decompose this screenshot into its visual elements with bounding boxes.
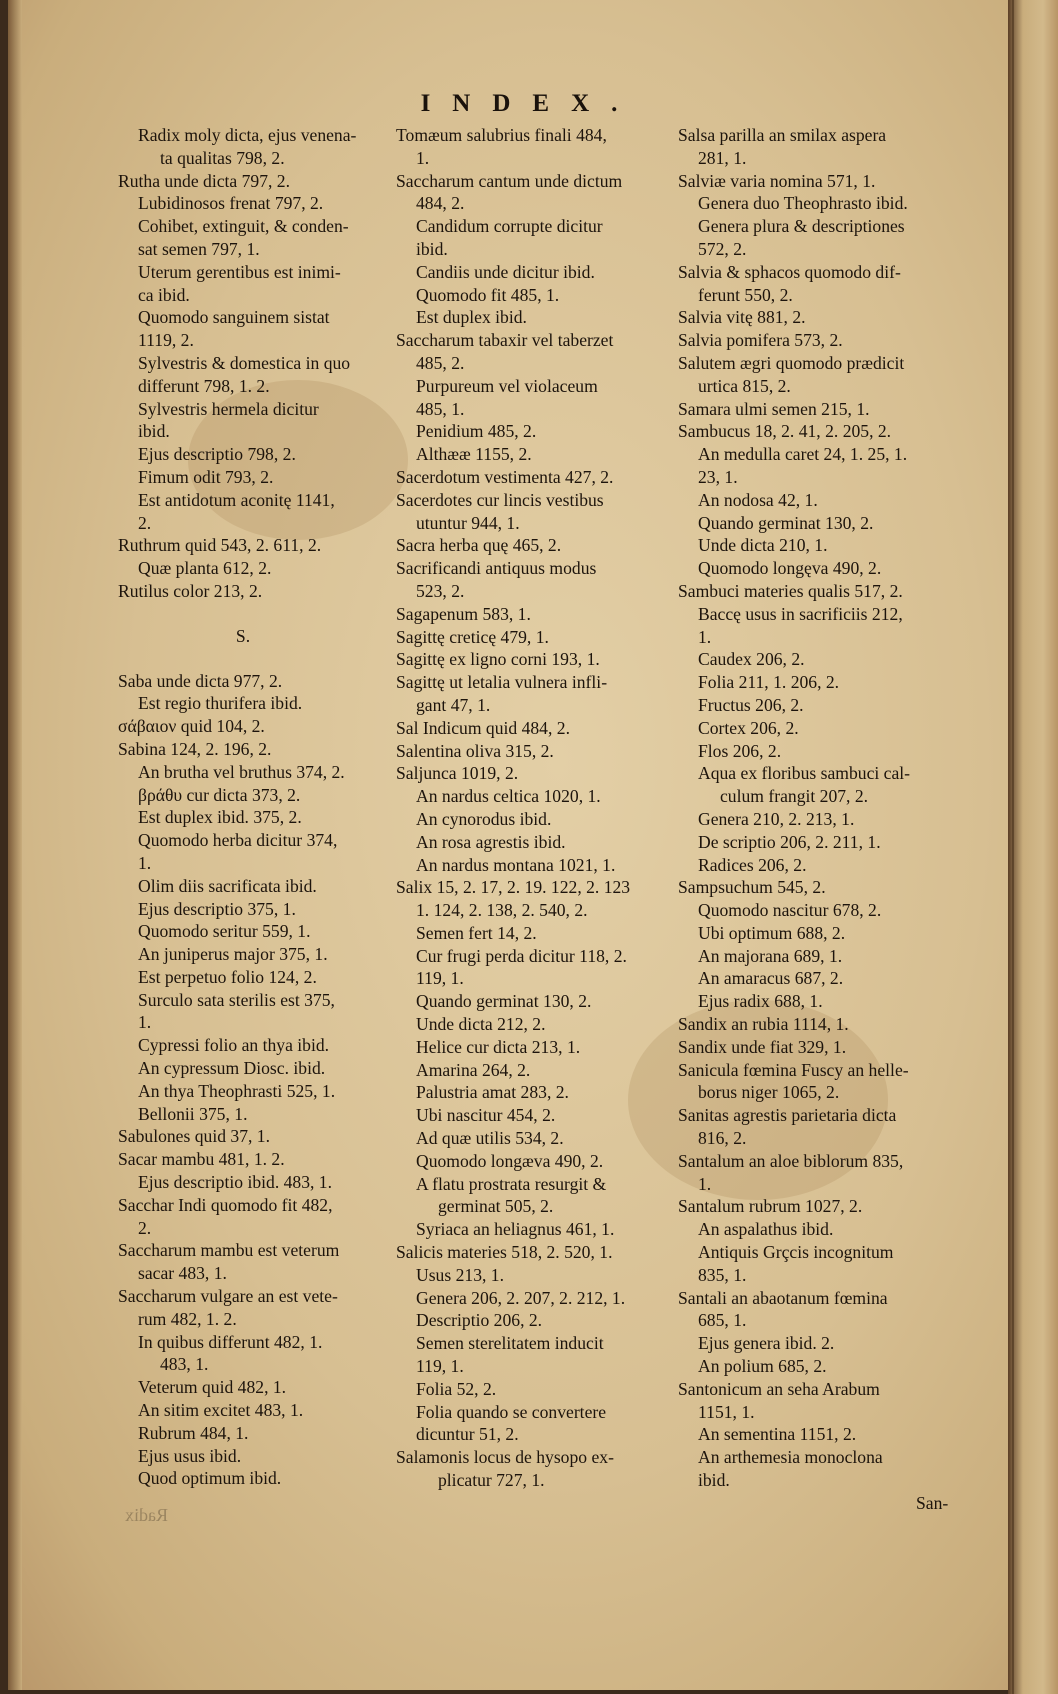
index-entry: Ubi nascitur 454, 2. (416, 1105, 556, 1126)
index-entry: 485, 2. (416, 352, 465, 373)
index-entry: Saccharum vulgare an est vete- (118, 1286, 338, 1307)
index-entry: Candiis unde dicitur ibid. (416, 261, 595, 282)
index-entry: Quomodo longęva 490, 2. (698, 558, 882, 579)
index-entry: Salvia vitę 881, 2. (678, 307, 806, 328)
index-entry: An polium 685, 2. (698, 1356, 827, 1377)
index-entry: Genera 206, 2. 207, 2. 212, 1. (416, 1287, 626, 1308)
index-entry: Sandix an rubia 1114, 1. (678, 1014, 849, 1035)
index-entry: An rosa agrestis ibid. (416, 831, 566, 852)
index-entry: 485, 1. (416, 398, 465, 419)
index-entry: Cypressi folio an thya ibid. (138, 1035, 330, 1056)
index-entry: Baccę usus in sacrificiis 212, (698, 603, 903, 624)
index-entry: Althææ 1155, 2. (416, 444, 532, 465)
page-header: INDEX. (420, 90, 640, 117)
index-entry: Folia quando se convertere (416, 1401, 607, 1422)
index-entry: 1119, 2. (138, 330, 194, 351)
index-entry: Est regio thurifera ibid. (138, 693, 303, 714)
index-entry: Veterum quid 482, 1. (138, 1377, 287, 1398)
index-entry: gant 47, 1. (416, 694, 491, 715)
index-entry: Quomodo herba dicitur 374, (138, 830, 338, 851)
index-entry: sacar 483, 1. (138, 1263, 227, 1284)
index-entry: Semen fert 14, 2. (416, 922, 537, 943)
index-entry: Sacerdotum vestimenta 427, 2. (396, 466, 614, 487)
index-entry: Salvia pomifera 573, 2. (678, 330, 843, 351)
index-entry: An sitim excitet 483, 1. (138, 1400, 304, 1421)
index-entry: In quibus differunt 482, 1. (138, 1331, 323, 1352)
index-entry: An juniperus major 375, 1. (138, 944, 328, 965)
index-entry: βράθυ cur dicta 373, 2. (138, 784, 301, 805)
index-entry: Usus 213, 1. (416, 1264, 504, 1285)
index-entry: 2. (138, 1217, 152, 1238)
index-entry: Santali an abaotanum fœmina (678, 1287, 888, 1308)
index-entry: Saljunca 1019, 2. (396, 763, 519, 784)
index-entry: urtica 815, 2. (698, 375, 791, 396)
index-entry: Quomodo nascitur 678, 2. (698, 900, 882, 921)
index-entry: Cur frugi perda dicitur 118, 2. (416, 945, 627, 966)
index-entry: Sal Indicum quid 484, 2. (396, 717, 570, 738)
index-entry: 281, 1. (698, 147, 747, 168)
index-column-3 (678, 124, 958, 1492)
index-entry: An sementina 1151, 2. (698, 1424, 857, 1445)
index-entry: Saccharum mambu est veterum (118, 1240, 340, 1261)
index-entry: Helice cur dicta 213, 1. (416, 1036, 581, 1057)
index-entry: plicatur 727, 1. (438, 1470, 545, 1491)
index-entry: Ad quæ utilis 534, 2. (416, 1128, 564, 1149)
index-entry: Penidium 485, 2. (416, 421, 537, 442)
index-entry: A flatu prostrata resurgit & (416, 1173, 607, 1194)
index-entry: Quomodo sanguinem sistat (138, 307, 330, 328)
index-entry: Quando germinat 130, 2. (416, 991, 592, 1012)
index-entry: Saba unde dicta 977, 2. (118, 670, 283, 691)
index-entry: An cypressum Diosc. ibid. (138, 1058, 326, 1079)
index-entry: Samara ulmi semen 215, 1. (678, 398, 870, 419)
index-entry: 23, 1. (698, 466, 738, 487)
index-entry: Uterum gerentibus est inimi- (138, 261, 341, 282)
index-entry: sat semen 797, 1. (138, 238, 260, 259)
index-entry: 685, 1. (698, 1310, 747, 1331)
index-entry: 484, 2. (416, 193, 465, 214)
index-entry: Cohibet, extinguit, & conden- (138, 216, 349, 237)
index-entry: An nardus montana 1021, 1. (416, 854, 616, 875)
index-entry: 2. (138, 512, 152, 533)
index-entry: Salutem ægri quomodo prædicit (678, 352, 905, 373)
index-entry: Rutha unde dicta 797, 2. (118, 170, 290, 191)
index-entry: Aqua ex floribus sambuci cal- (698, 763, 911, 784)
index-entry: σάβαιον quid 104, 2. (118, 716, 265, 737)
index-entry: Salsa parilla an smilax aspera (678, 125, 887, 145)
index-entry: An thya Theophrasti 525, 1. (138, 1080, 336, 1101)
index-entry: Palustria amat 283, 2. (416, 1082, 569, 1103)
index-entry: Salentina oliva 315, 2. (396, 740, 554, 761)
index-entry: Saccharum tabaxir vel taberzet (396, 330, 614, 351)
index-entry: 1151, 1. (698, 1401, 755, 1422)
binding-gutter (8, 0, 22, 1690)
index-entry: An majorana 689, 1. (698, 945, 843, 966)
index-entry: Purpureum vel violaceum (416, 375, 598, 396)
index-entry: Santonicum an seha Arabum (678, 1378, 880, 1399)
index-entry: Sacar mambu 481, 1. 2. (118, 1149, 285, 1170)
index-entry: Sagittę ex ligno corni 193, 1. (396, 649, 600, 670)
index-entry: ca ibid. (138, 284, 190, 305)
index-entry: Unde dicta 212, 2. (416, 1014, 546, 1035)
index-entry: Ejus descriptio ibid. 483, 1. (138, 1172, 333, 1193)
index-entry: 816, 2. (698, 1128, 747, 1149)
index-entry: Sacerdotes cur lincis vestibus (396, 489, 604, 510)
index-entry: Candidum corrupte dicitur (416, 216, 603, 237)
index-entry: Genera duo Theophrasto ibid. (698, 193, 908, 214)
index-entry: differunt 798, 1. 2. (138, 375, 270, 396)
index-entry: 572, 2. (698, 238, 747, 259)
index-entry: Cortex 206, 2. (698, 717, 799, 738)
index-entry: Salamonis locus de hysopo ex- (396, 1447, 614, 1468)
index-entry: Syriaca an heliagnus 461, 1. (416, 1219, 615, 1240)
index-entry: Amarina 264, 2. (416, 1059, 531, 1080)
index-entry: culum frangit 207, 2. (720, 786, 869, 807)
index-entry: Sylvestris hermela dicitur (138, 398, 319, 419)
index-entry: Sambucus 18, 2. 41, 2. 205, 2. (678, 421, 892, 442)
index-entry: An amaracus 687, 2. (698, 968, 844, 989)
index-entry: Est duplex ibid. 375, 2. (138, 807, 302, 828)
index-entry: Sandix unde fiat 329, 1. (678, 1036, 847, 1057)
index-entry: Sagittę creticę 479, 1. (396, 626, 549, 647)
index-entry: Caudex 206, 2. (698, 649, 805, 670)
index-entry: An nardus celtica 1020, 1. (416, 786, 601, 807)
index-entry: Ejus descriptio 375, 1. (138, 898, 296, 919)
index-entry: Fimum odit 793, 2. (138, 466, 274, 487)
index-entry: Santalum an aloe biblorum 835, (678, 1150, 904, 1171)
index-entry: Est duplex ibid. (416, 307, 527, 328)
index-entry: dicuntur 51, 2. (416, 1424, 519, 1445)
index-entry: An aspalathus ibid. (698, 1219, 834, 1240)
index-entry: Salviæ varia nomina 571, 1. (678, 170, 876, 191)
index-entry: germinat 505, 2. (438, 1196, 554, 1217)
index-entry: Est perpetuo folio 124, 2. (138, 966, 317, 987)
index-entry: Saccharum cantum unde dictum (396, 170, 623, 191)
index-entry: Sabulones quid 37, 1. (118, 1126, 270, 1147)
index-entry: Salicis materies 518, 2. 520, 1. (396, 1242, 613, 1263)
index-entry: 1. (698, 626, 712, 647)
section-letter: S. (235, 625, 251, 646)
index-entry: Quando germinat 130, 2. (698, 512, 874, 533)
index-entry: Ejus usus ibid. (138, 1445, 242, 1466)
index-entry: Folia 52, 2. (416, 1378, 497, 1399)
index-entry: Lubidinosos frenat 797, 2. (138, 193, 324, 214)
index-entry: 1. (698, 1173, 712, 1194)
index-entry: 119, 1. (416, 968, 464, 989)
index-entry: Est antidotum aconitę 1141, (138, 489, 335, 510)
index-entry: Flos 206, 2. (698, 740, 782, 761)
index-entry: 1. 124, 2. 138, 2. 540, 2. (416, 900, 588, 921)
index-entry: Sanicula fœmina Fuscy an helle- (678, 1059, 909, 1080)
index-entry: ibid. (416, 238, 448, 259)
index-entry: utuntur 944, 1. (416, 512, 520, 533)
index-entry: An nodosa 42, 1. (698, 489, 818, 510)
index-entry: Genera 210, 2. 213, 1. (698, 808, 855, 829)
index-entry: Quod optimum ibid. (138, 1468, 282, 1489)
index-entry: Sacchar Indi quomodo fit 482, (118, 1194, 333, 1215)
index-entry: An brutha vel bruthus 374, 2. (138, 761, 345, 782)
index-entry: Unde dicta 210, 1. (698, 535, 828, 556)
index-entry: Olim diis sacrificata ibid. (138, 875, 317, 896)
index-entry: ferunt 550, 2. (698, 284, 793, 305)
index-entry: Sampsuchum 545, 2. (678, 877, 826, 898)
catchword: San- (916, 1493, 949, 1513)
index-entry: Ejus descriptio 798, 2. (138, 444, 296, 465)
index-entry: ibid. (138, 421, 170, 442)
index-entry: Sabina 124, 2. 196, 2. (118, 738, 272, 759)
index-column-1 (118, 124, 398, 1490)
index-entry: 1. (416, 147, 430, 168)
index-entry: Ruthrum quid 543, 2. 611, 2. (118, 535, 322, 556)
index-entry: Ejus genera ibid. 2. (698, 1333, 835, 1354)
adjacent-page-edge (1008, 0, 1058, 1694)
index-entry: Sambuci materies qualis 517, 2. (678, 580, 903, 601)
index-entry: ta qualitas 798, 2. (160, 147, 285, 168)
index-entry: Radix moly dicta, ejus venena- (138, 125, 357, 145)
index-entry: Quomodo longæva 490, 2. (416, 1150, 604, 1171)
index-entry: Salix 15, 2. 17, 2. 19. 122, 2. 123 (396, 877, 631, 898)
index-entry: Sagapenum 583, 1. (396, 603, 531, 624)
index-entry: Sacrificandi antiquus modus (396, 558, 597, 579)
index-entry: Rubrum 484, 1. (138, 1422, 249, 1443)
index-entry: Quomodo fit 485, 1. (416, 284, 560, 305)
index-entry: An medulla caret 24, 1. 25, 1. (698, 444, 908, 465)
index-column-2 (396, 124, 676, 1492)
index-entry: 523, 2. (416, 580, 465, 601)
index-entry: Semen sterelitatem inducit (416, 1333, 604, 1354)
index-entry: rum 482, 1. 2. (138, 1308, 237, 1329)
index-entry: Quæ planta 612, 2. (138, 558, 272, 579)
index-entry: Radices 206, 2. (698, 854, 807, 875)
index-entry: Fructus 206, 2. (698, 694, 804, 715)
index-entry: Ubi optimum 688, 2. (698, 922, 846, 943)
index-entry: Rutilus color 213, 2. (118, 580, 263, 601)
index-entry: 483, 1. (160, 1354, 209, 1375)
page-edge-line (1012, 0, 1014, 1694)
index-entry: An cynorodus ibid. (416, 808, 552, 829)
index-entry: 1. (138, 852, 152, 873)
index-entry: Surculo sata sterilis est 375, (138, 989, 335, 1010)
index-entry: 1. (138, 1012, 152, 1033)
index-entry: Tomæum salubrius finali 484, (396, 125, 607, 145)
index-entry: Sanitas agrestis parietaria dicta (678, 1105, 897, 1126)
index-entry: 835, 1. (698, 1264, 747, 1285)
index-entry: Quomodo seritur 559, 1. (138, 921, 311, 942)
index-entry: Antiquis Grçcis incognitum (698, 1242, 894, 1263)
index-entry: De scriptio 206, 2. 211, 1. (698, 831, 881, 852)
index-entry: 119, 1. (416, 1356, 464, 1377)
showthrough-text: Radix (125, 1505, 168, 1525)
index-entry: Salvia & sphacos quomodo dif- (678, 261, 901, 282)
index-entry: An arthemesia monoclona (698, 1447, 883, 1468)
index-entry: Santalum rubrum 1027, 2. (678, 1196, 863, 1217)
index-entry: ibid. (698, 1470, 730, 1491)
index-entry: Descriptio 206, 2. (416, 1310, 543, 1331)
index-entry: Genera plura & descriptiones (698, 216, 905, 237)
index-entry: Sylvestris & domestica in quo (138, 352, 351, 373)
index-entry: borus niger 1065, 2. (698, 1082, 840, 1103)
index-entry: Bellonii 375, 1. (138, 1103, 248, 1124)
index-entry: Ejus radix 688, 1. (698, 991, 823, 1012)
index-entry: Sacra herba quę 465, 2. (396, 535, 562, 556)
index-entry: Folia 211, 1. 206, 2. (698, 672, 840, 693)
index-entry: Sagittę ut letalia vulnera infli- (396, 672, 608, 693)
